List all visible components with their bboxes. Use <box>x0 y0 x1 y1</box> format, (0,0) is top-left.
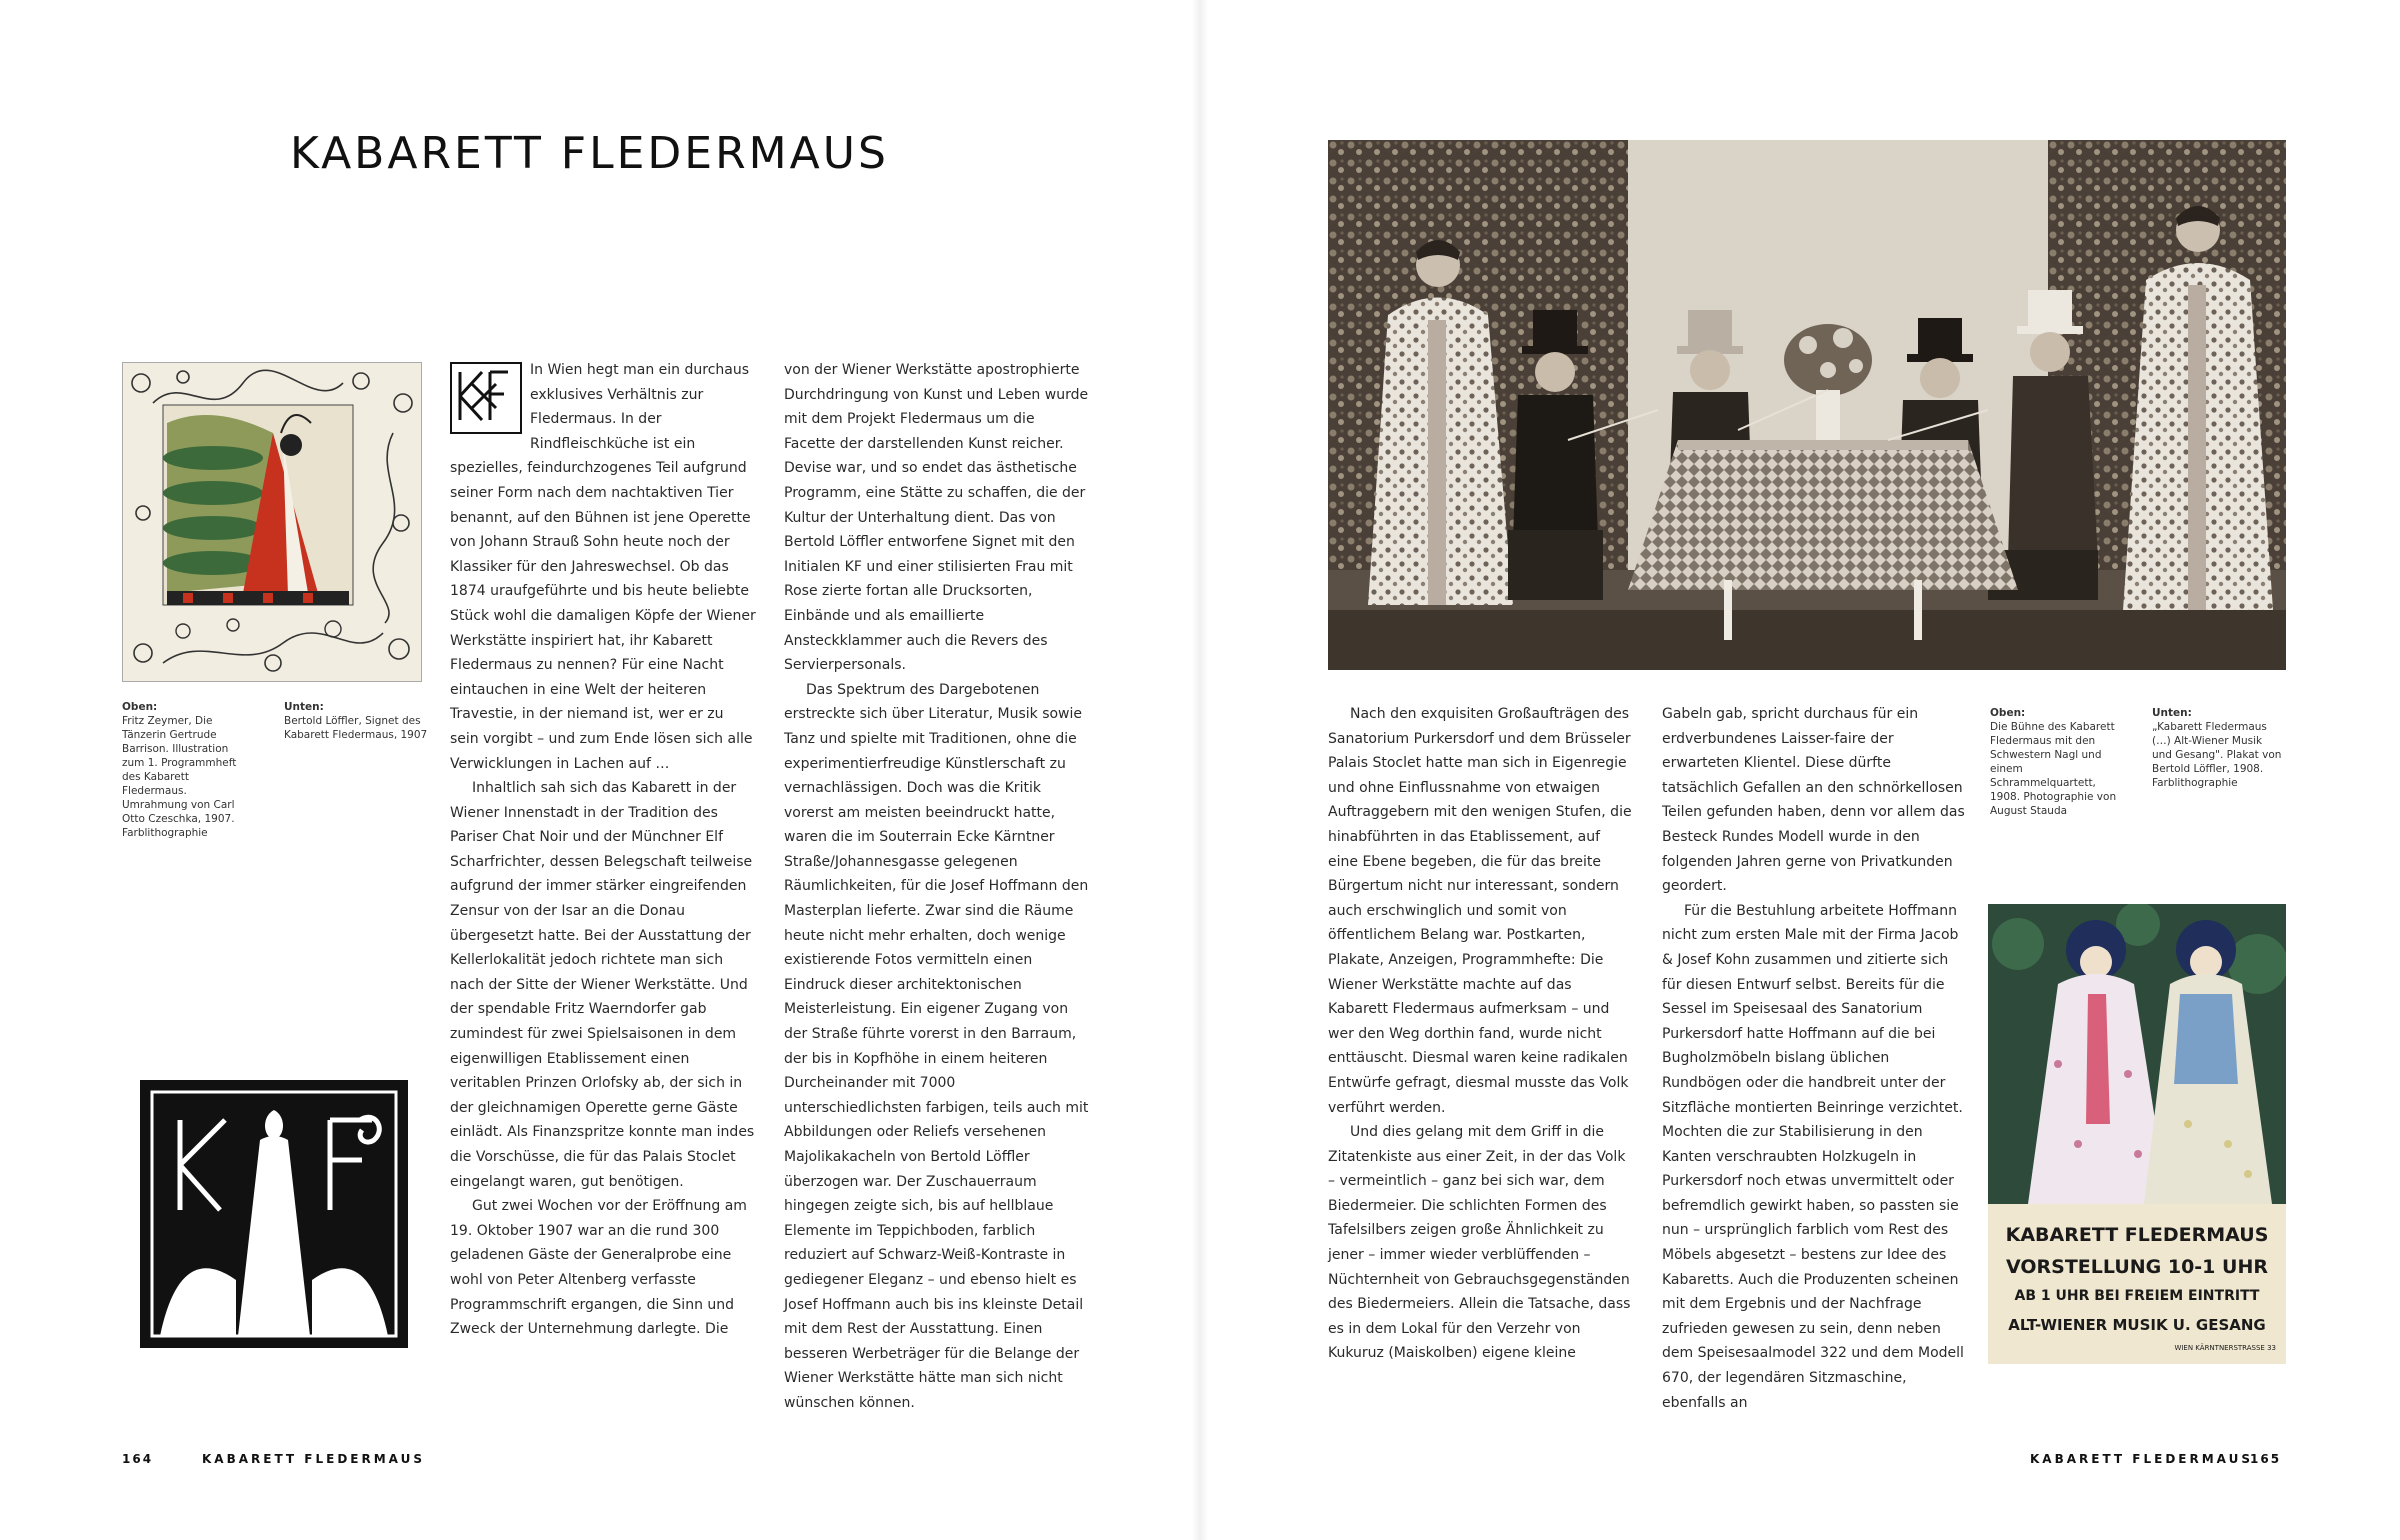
paragraph: Für die Bestuhlung arbeitete Hoffmann nicht zum ersten Male mit der Firma Jacob & Josef Kohn zusammen und zitierte sich für diesen Entwurf selbst. Bereits für die Sessel im Speisesaal des Sanatorium Purkersdorf hatte Hoffmann auf die bei Bugholzmöbeln bislang üblichen Rundbögen oder die handbreit unter der Sitzfläche montierten Beinringe verzichtet. Mochten die zur Stabilisierung in den Kanten verschraubten Holzkugeln in Purkersdorf noch etwas unvermittelt oder befremdlich gewirkt haben, so passten sie nun – ursprünglich farblich vom Rest des Möbels abgesetzt – bestens zur Idee des Kabaretts. Auch die Produzenten scheinen mit dem Ergebnis und der Nachfrage zufrieden gewesen zu sein, denn neben dem Speisesaalmodel 322 und dem Modell 670, der legendären Sitzmaschine, ebenfalls an <box>1662 902 1964 1411</box>
caption-heading: Unten: <box>284 701 324 713</box>
caption-text: „Kabarett Fledermaus (…) Alt-Wiener Musik und Gesang". Plakat von Bertold Löffler, 1908. Farblithographie <box>2152 721 2282 789</box>
caption-text: Bertold Löffler, Signet des Kabarett Fledermaus, 1907 <box>284 715 428 741</box>
poster-printer: WIEN KÄRNTNERSTRASSE 33 <box>2174 1344 2276 1352</box>
caption-heading: Oben: <box>122 701 158 713</box>
stage-photograph-graphic <box>1328 140 2286 670</box>
running-head-right: KABARETT FLEDERMAUS <box>2030 1452 2253 1466</box>
poster-line-2: VORSTELLUNG 10-1 UHR <box>2006 1256 2268 1278</box>
caption-right-bottom <box>2152 706 2284 790</box>
poster-line-4: ALT-WIENER MUSIK U. GESANG <box>2008 1316 2266 1334</box>
running-head-left: KABARETT FLEDERMAUS <box>202 1452 425 1466</box>
poster-line-1: KABARETT FLEDERMAUS <box>2005 1224 2269 1246</box>
paragraph: In Wien hegt man ein durchaus exklusives Verhältnis zur Fledermaus. In der Rindfleischküche ist ein spezielles, feindurchzogenes Teil aufgrund seiner Form nach dem nachtaktiven Tier benannt, auf den Bühnen ist jene Operette von Johann Strauß Sohn heute noch der Klassiker für den Jahreswechsel. Ob das 1874 uraufgeführte und bis heute beliebte Stück wohl die damaligen Köpfe der Wiener Werkstätte inspiriert hat, ihr Kabarett Fledermaus zu nennen? Für eine Nacht eintauchen in eine Welt der heiteren Travestie, in der niemand ist, wer er zu sein vorgibt – und zum Ende lösen sich alle Verwicklungen in Lachen auf … <box>450 362 756 772</box>
caption-heading: Unten: <box>2152 707 2192 719</box>
paragraph: Und dies gelang mit dem Griff in die Zitatenkiste aus einer Zeit, in der das Volk – vermeintlich – ganz bei sich war, dem Biedermeier. Die schlichten Formen des Tafelsilbers zeigen große Ähnlichkeit zu jener – immer wieder verblüffenden – Nüchternheit von Gebrauchsgegenständen des Biedermeiers. Allein die Tatsache, dass es in dem Lokal für den Verzehr von Kukuruz (Maiskolben) eigene kleine <box>1328 1124 1631 1362</box>
right-page <box>1200 0 2400 1540</box>
caption-text: Fritz Zeymer, Die Tänzerin Gertrude Barrison. Illustration zum 1. Programmheft des Kabarett Fledermaus. Umrahmung von Carl Otto Czeschka, 1907. Farblithographie <box>122 715 237 839</box>
page-number-right: 165 <box>2250 1452 2282 1466</box>
text-column-4 <box>1662 702 1968 1415</box>
page-title: KABARETT FLEDERMAUS <box>290 128 889 179</box>
paragraph: Nach den exquisiten Großaufträgen des Sanatorium Purkersdorf und dem Brüsseler Palais Stoclet hatte man sich in Eigenregie und ohne Einflussnahme von etwaigen Auftraggebern mit den wenigen Stufen, die hinabführten in das Etablissement, auf eine Ebene begeben, die für das breite Bürgertum nicht nur interessant, sondern auch erschwinglich und somit von öffentlichem Belang war. Postkarten, Plakate, Anzeigen, Programmhefte: Die Wiener Werkstätte machte auf das Kabarett Fledermaus aufmerksam – und wer den Weg dorthin fand, wurde nicht enttäuscht. Diesmal waren keine radikalen Entwürfe gefragt, diesmal musste das Volk verführt werden. <box>1328 706 1632 1116</box>
dancer-illustration <box>122 362 422 682</box>
paragraph: von der Wiener Werkstätte apostrophierte Durchdringung von Kunst und Leben wurde mit dem Projekt Fledermaus um die Facette der darstellenden Kunst reicher. Devise war, und so endet das ästhetische Programm, eine Stätte zu schaffen, die der Kultur der Unterhaltung dient. Das von Bertold Löffler entworfene Signet mit den Initialen KF und einer stilisierten Frau mit Rose zierte fortan alle Drucksorten, Einbände und als emaillierte Ansteckklammer auch die Revers des Servierpersonals. <box>784 362 1089 674</box>
kf-signet-large-graphic <box>140 1080 408 1348</box>
paragraph: Gabeln gab, spricht durchaus für ein erdverbundenes Laisser-faire der erwarteten Klientel. Diese dürfte tatsächlich Gefallen an den schnörkellosen Teilen gefunden haben, denn vor allem das Besteck Rundes Modell wurde in den folgenden Jahren gerne von Privatkunden geordert. <box>1662 706 1965 895</box>
text-column-3 <box>1328 702 1634 1366</box>
paragraph: Das Spektrum des Dargebotenen erstreckte sich über Literatur, Musik sowie Tanz und spielte mit Traditionen, ohne die experimentierfreudige Künstlerschaft zu vernachlässigen. Doch was die Kritik vorerst am meisten beeindruckt hatte, waren die im Souterrain Ecke Kärntner Straße/Johannesgasse gelegenen Räumlichkeiten, für die Josef Hoffmann den Masterplan lieferte. Zwar sind die Räume heute nicht mehr erhalten, doch wenige existierende Fotos vermitteln einen Eindruck dieser architektonischen Meisterleistung. Ein eigener Zugang von der Straße führte vorerst in den Barraum, der bis in Kopfhöhe in einem heiteren Durcheinander mit 7000 unterschiedlichsten farbigen, teils auch mit Abbildungen oder Reliefs versehenen Majolikakacheln von Bertold Löffler überzogen war. Der Zuschauerraum hingegen zeigte sich, bis auf hellblaue Elemente im Teppichboden, farblich reduziert auf Schwarz-Weiß-Kontraste in gediegener Eleganz – und ebenso hielt es Josef Hoffmann auch bis ins kleinste Detail mit dem Rest der Ausstattung. Einen besseren Werbeträger für die Belange der Wiener Werkstätte hätte man sich nicht wünschen können. <box>784 681 1089 1411</box>
caption-left-top <box>122 700 248 840</box>
caption-text: Die Bühne des Kabarett Fledermaus mit den Schwestern Nagl und einem Schrammelquartett, 1908. Photographie von August Stauda <box>1990 721 2117 817</box>
text-column-1 <box>450 358 756 1342</box>
paragraph: Inhaltlich sah sich das Kabarett in der Wiener Innenstadt in der Tradition des Pariser Chat Noir und der Münchner Elf Scharfrichter, dessen Belegschaft teilweise aufgrund der immer stärker eingreifenden Zensur von der Isar an die Donau übergesetzt hatte. Bei der Ausstattung der Kellerlokalität jedoch richtete man sich nach der Sitte der Wiener Werkstätte. Und der spendable Fritz Waerndorfer gab zumindest für zwei Spielsaisonen in dem eigenwilligen Etablissement einen veritablen Prinzen Orlofsky ab, der sich in der gleichnamigen Operette gerne Gäste einlädt. Als Finanzspritze konnte man indes die Vorschüsse, die für das Palais Stoclet eingelangt waren, gut benötigen. <box>450 780 755 1190</box>
caption-left-bottom <box>284 700 434 742</box>
caption-right-top <box>1990 706 2118 818</box>
fledermaus-poster <box>1988 904 2286 1364</box>
paragraph: Gut zwei Wochen vor der Eröffnung am 19. Oktober 1907 war an die rund 300 geladenen Gäste der Generalprobe eine wohl von Peter Altenberg verfasste Programmschrift ergangen, die Sinn und Zweck der Unternehmung darlegte. Die <box>450 1198 747 1338</box>
kf-signet-large <box>140 1080 408 1348</box>
dancer-illustration-graphic <box>123 363 421 681</box>
caption-heading: Oben: <box>1990 707 2026 719</box>
stage-photograph <box>1328 140 2286 670</box>
text-column-2 <box>784 358 1090 1416</box>
poster-line-3: AB 1 UHR BEI FREIEM EINTRITT <box>2014 1288 2260 1304</box>
page-number-left: 164 <box>122 1452 154 1466</box>
